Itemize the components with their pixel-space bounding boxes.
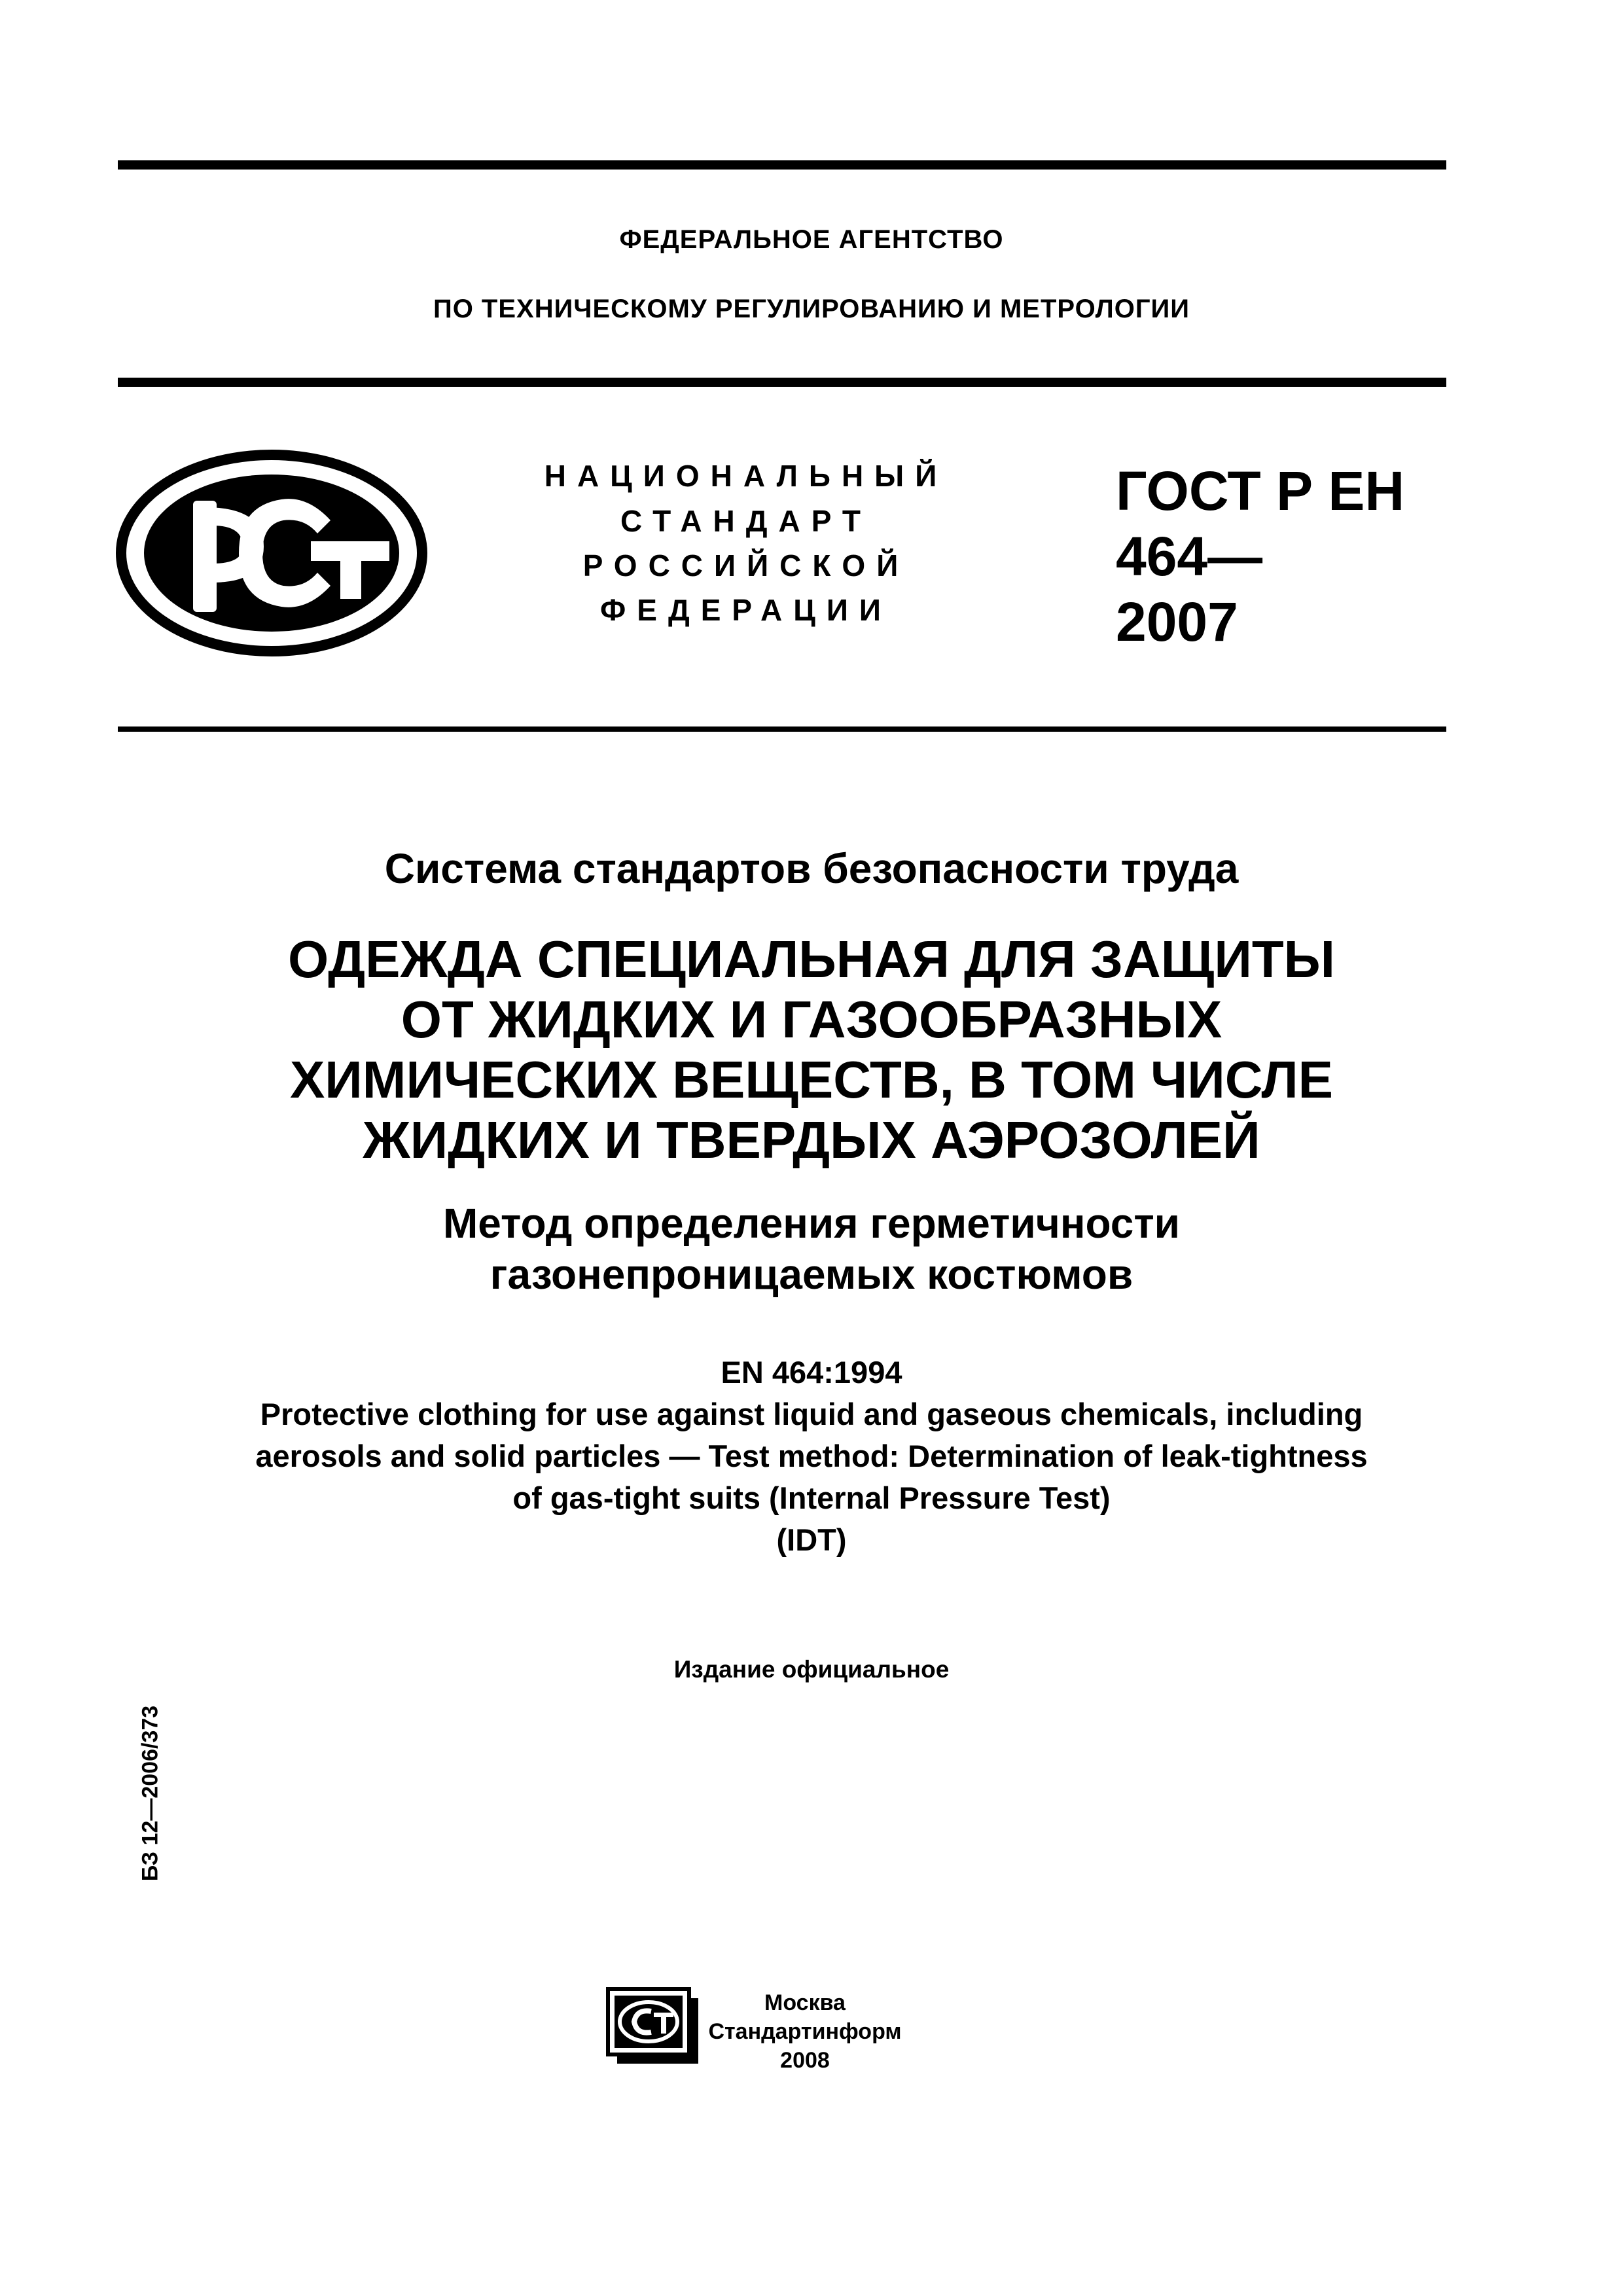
- english-reference: [0, 1352, 1623, 1561]
- national-standard-block: [517, 453, 975, 632]
- top-rule: [118, 160, 1446, 170]
- main-title: [0, 929, 1623, 1170]
- side-code: БЗ 12—2006/373: [137, 1705, 163, 1882]
- sub-title-line-1: Метод определения герметичности: [442, 1200, 1181, 1247]
- publisher-city: Москва: [764, 1990, 846, 2015]
- publisher-year: 2008: [780, 2048, 830, 2073]
- agency-rule: [118, 378, 1446, 387]
- gost-line-3: 2007: [1116, 591, 1238, 653]
- gost-line-1: ГОСТ Р ЕН: [1116, 460, 1405, 522]
- standartinform-logo-icon: [605, 1986, 704, 2068]
- main-title-line-1: ОДЕЖДА СПЕЦИАЛЬНАЯ ДЛЯ ЗАЩИТЫ: [288, 930, 1335, 988]
- official-edition: Издание официальное: [673, 1656, 950, 1683]
- main-title-line-4: ЖИДКИХ И ТВЕРДЫХ АЭРОЗОЛЕЙ: [363, 1111, 1260, 1169]
- main-title-line-2: ОТ ЖИДКИХ И ГАЗООБРАЗНЫХ: [401, 990, 1222, 1049]
- rst-logo-icon: [115, 448, 429, 658]
- publisher-block: [707, 1988, 903, 2075]
- en-line-2: aerosols and solid particles — Test method: Determination of leak-tightness: [255, 1439, 1368, 1473]
- en-code: EN 464:1994: [721, 1355, 902, 1390]
- header-rule: [118, 726, 1446, 732]
- agency-line-1: ФЕДЕРАЛЬНОЕ АГЕНТСТВО: [619, 225, 1004, 254]
- en-idt: (IDT): [776, 1522, 847, 1557]
- gost-designation: [1116, 458, 1443, 655]
- national-line-4: ФЕДЕРАЦИИ: [600, 593, 892, 627]
- publisher-name: Стандартинформ: [708, 2019, 902, 2044]
- en-line-1: Protective clothing for use against liquid and gaseous chemicals, including: [260, 1397, 1363, 1431]
- en-line-3: of gas-tight suits (Internal Pressure Test): [512, 1480, 1111, 1515]
- series-title: Система стандартов безопасности труда: [384, 845, 1239, 892]
- sub-title: [0, 1198, 1623, 1300]
- national-line-1: НАЦИОНАЛЬНЫЙ: [544, 459, 948, 493]
- sub-title-line-2: газонепроницаемых костюмов: [490, 1251, 1133, 1298]
- national-line-2: СТАНДАРТ: [620, 504, 872, 538]
- main-title-line-3: ХИМИЧЕСКИХ ВЕЩЕСТВ, В ТОМ ЧИСЛЕ: [289, 1050, 1334, 1109]
- gost-line-2: 464—: [1116, 526, 1263, 587]
- agency-line-2: ПО ТЕХНИЧЕСКОМУ РЕГУЛИРОВАНИЮ И МЕТРОЛОГИИ: [433, 295, 1190, 323]
- national-line-3: РОССИЙСКОЙ: [582, 548, 910, 583]
